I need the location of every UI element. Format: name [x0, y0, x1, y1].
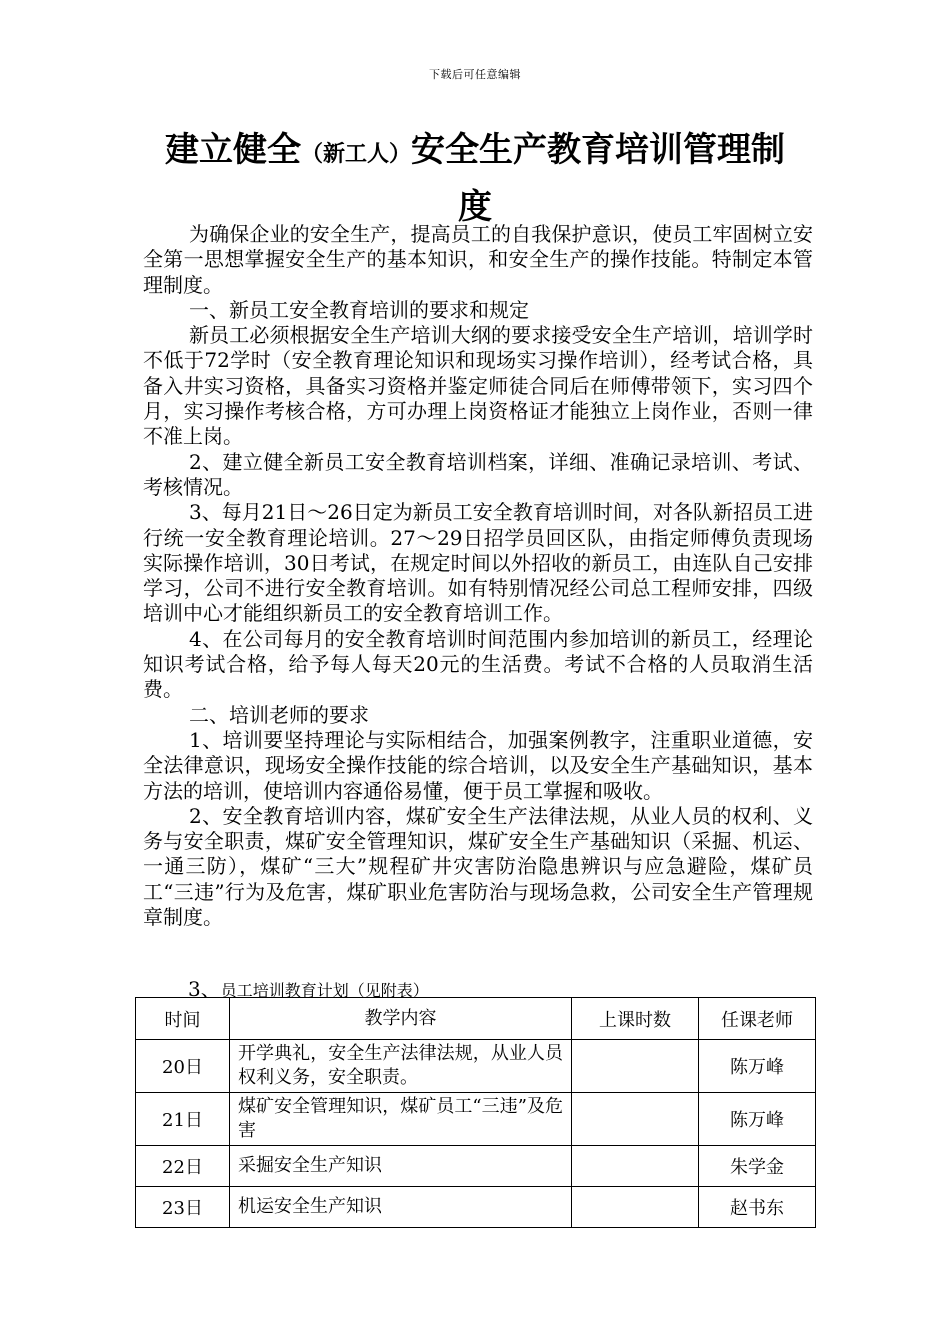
paragraph-intro: 为确保企业的安全生产，提高员工的自我保护意识，使员工牢固树立安全第一思想掌握安全生产的基本知识，和安全生产的操作技能。特制定本管理制度。: [143, 222, 813, 297]
cell-time: 23日: [136, 1187, 230, 1228]
document-title: [150, 124, 800, 233]
training-plan-table: [135, 997, 816, 1228]
paragraph: 1、培训要坚持理论与实际相结合，加强案例教字，注重职业道德，安全法律意识，现场安全操作技能的综合培训，以及安全生产基础知识，基本方法的培训，使培训内容通俗易懂，便于员工掌握和吸收。: [143, 727, 813, 803]
cell-teacher: 朱学金: [699, 1146, 816, 1187]
cell-teacher: 赵书东: [699, 1187, 816, 1228]
document-body: [143, 222, 813, 930]
header-hours: 上课时数: [572, 998, 699, 1040]
cell-time: 22日: [136, 1146, 230, 1187]
cell-hours: [572, 1093, 699, 1146]
table-header-row: [136, 998, 816, 1040]
title-small-part: （新工人）: [300, 142, 411, 167]
header-content: 教学内容: [230, 998, 572, 1040]
paragraph: 新员工必须根据安全生产培训大纲的要求接受安全生产培训，培训学时不低于72学时（安全教育理论知识和现场实习操作培训），经考试合格，具备入井实习资格，具备实习资格并鉴定师徒合同后在师傅带领下，实习四个月，实习操作考核合格，方可办理上岗资格证才能独立上岗作业，否则一律不准上岗。: [143, 323, 813, 449]
cell-content: 开学典礼，安全生产法律法规，从业人员权利义务，安全职责。: [230, 1040, 572, 1093]
paragraph: 4、在公司每月的安全教育培训时间范围内参加培训的新员工，经理论知识考试合格，给予每人每天20元的生活费。考试不合格的人员取消生活费。: [143, 626, 813, 702]
plan-label-text: 员工培训教育计划（见附表）: [220, 981, 429, 1000]
title-part-1: 建立健全: [164, 130, 301, 170]
cell-time: 21日: [136, 1093, 230, 1146]
cell-content: 采掘安全生产知识: [230, 1146, 572, 1187]
cell-teacher: 陈万峰: [699, 1093, 816, 1146]
cell-hours: [572, 1146, 699, 1187]
table-row: [136, 1146, 816, 1187]
cell-hours: [572, 1040, 699, 1093]
title-part-2: 安全生产教育培训管理制度: [411, 130, 785, 227]
table-row: [136, 1093, 816, 1146]
paragraph: 2、安全教育培训内容，煤矿安全生产法律法规，从业人员的权利、义务与安全职责，煤矿安全管理知识，煤矿安全生产基础知识（采掘、机运、一通三防），煤矿“三大”规程矿井灾害防治隐患辨识与应急避险，煤矿员工“三违”行为及危害，煤矿职业危害防治与现场急救，公司安全生产管理规章制度。: [143, 803, 813, 930]
section-heading-1: 一、新员工安全教育培训的要求和规定: [189, 297, 529, 322]
header-time: 时间: [136, 998, 230, 1040]
cell-content: 机运安全生产知识: [230, 1187, 572, 1228]
table-row: [136, 1187, 816, 1228]
cell-time: 20日: [136, 1040, 230, 1093]
header-teacher: 任课老师: [699, 998, 816, 1040]
section-heading-2: 二、培训老师的要求: [189, 702, 369, 727]
cell-hours: [572, 1187, 699, 1228]
paragraph: 2、建立健全新员工安全教育培训档案，详细、准确记录培训、考试、考核情况。: [143, 449, 813, 499]
cell-teacher: 陈万峰: [699, 1040, 816, 1093]
paragraph: 3、每月21日～26日定为新员工安全教育培训时间，对各队新招员工进行统一安全教育理论培训。27～29日招学员回区队，由指定师傅负责现场实际操作培训，30日考试，在规定时间以外招收的新员工，由连队自己安排学习，公司不进行安全教育培训。如有特别情况经公司总工程师安排，四级培训中心才能组织新员工的安全教育培训工作。: [143, 500, 813, 626]
header-note: 下载后可任意编辑: [429, 68, 521, 81]
cell-content: 煤矿安全管理知识，煤矿员工“三违”及危害: [230, 1093, 572, 1146]
table-row: [136, 1040, 816, 1093]
plan-label-number: 3、: [188, 977, 221, 1001]
